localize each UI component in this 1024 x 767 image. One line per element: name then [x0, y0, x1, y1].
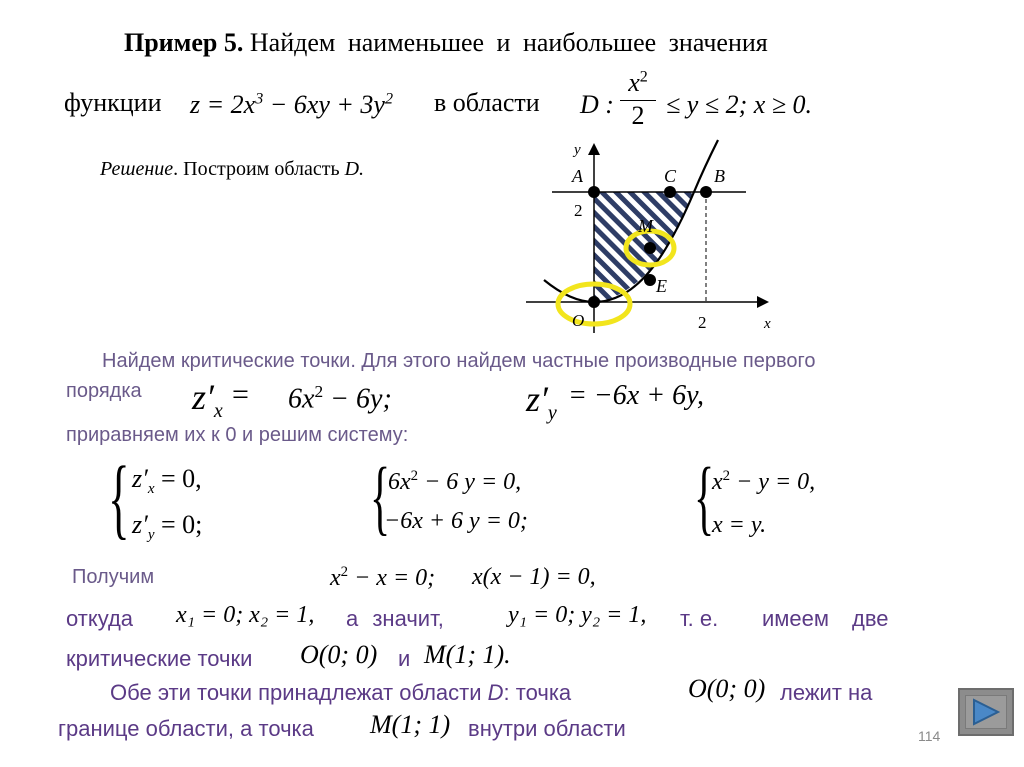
function-word: функции — [64, 88, 162, 117]
slide-title — [124, 28, 768, 58]
system3-brace: { — [694, 451, 715, 544]
region-graph — [516, 138, 786, 338]
label-M: M — [638, 216, 653, 236]
system3-line1: $x^2 - y = 0$, — [712, 468, 816, 495]
point-O — [588, 296, 600, 308]
x-tick-2: 2 — [698, 313, 707, 332]
have-word: имеем — [762, 606, 830, 631]
conclusion-point-M: M(1; 1) — [370, 710, 451, 739]
y-values: y₁ = 0; y₂ = 1, — [508, 602, 647, 628]
result-eq2: x(x − 1) = 0, — [472, 564, 596, 590]
title-text: Найдем наименьшее и наибольшее значения — [249, 28, 768, 57]
domain-fraction: $x^2$ 2 — [620, 68, 656, 131]
conclusion-inside: внутри области — [468, 716, 626, 741]
conclusion-line1: Обе эти точки принадлежат области D: точка — [110, 680, 572, 705]
point-A — [588, 186, 600, 198]
conclusion-point-O: O(0; 0) — [688, 674, 766, 703]
whence-word: откуда — [66, 606, 134, 631]
example-label: Пример 5. — [124, 28, 244, 57]
page-number: 114 — [918, 728, 941, 744]
point-M — [644, 242, 656, 254]
point-B — [700, 186, 712, 198]
and-so-word: а значит, — [346, 606, 444, 631]
play-arrow-icon — [970, 698, 1002, 726]
solution-line: Решение. Построим область D. — [100, 158, 365, 180]
system1-line2: $z'_y = 0$; — [132, 510, 203, 544]
function-formula: $z = 2x^3 - 6xy + 3y^2$ — [190, 90, 394, 119]
label-B: B — [714, 166, 725, 186]
conclusion-line2: границе области, а точка — [58, 716, 314, 741]
system2-line2: −6x + 6 y = 0; — [384, 508, 528, 534]
y-axis-label: y — [574, 142, 581, 158]
order-word: порядка — [66, 380, 142, 402]
origin-label: O — [572, 311, 585, 330]
zy-derivative: $z'_y$ — [526, 379, 557, 425]
zx-rhs: $6x^2 - 6y$; — [288, 382, 392, 415]
ie-word: т. е. — [680, 606, 719, 631]
zy-rhs: = −6x + 6y, — [568, 380, 704, 411]
label-E: E — [656, 276, 667, 296]
conclusion-lies-on: лежит на — [780, 680, 873, 705]
crit-points-text: критические точки — [66, 646, 253, 671]
and-word: и — [398, 646, 411, 671]
system1-line1: $z'_x = 0$, — [132, 464, 202, 498]
point-M-coords: M(1; 1). — [424, 640, 511, 669]
y-tick-2: 2 — [574, 201, 583, 220]
point-E — [644, 274, 656, 286]
label-C: C — [664, 166, 677, 186]
next-slide-button[interactable] — [958, 688, 1014, 736]
zx-equals: = — [232, 378, 249, 411]
result-eq1: $x^2 - x = 0$; — [330, 564, 436, 591]
zx-derivative: $z'_x$ — [192, 377, 223, 423]
two-word: две — [852, 606, 889, 631]
label-A: A — [572, 166, 583, 186]
point-O-coords: O(0; 0) — [300, 640, 378, 669]
system2-line1: $6x^2 - 6$ y = 0, — [388, 468, 522, 495]
function-line — [64, 88, 162, 118]
point-C — [664, 186, 676, 198]
system3-line2: x = y. — [712, 512, 767, 538]
critical-intro: Найдем критические точки. Для этого найдем частные производные первого — [102, 350, 816, 372]
equate-line: приравняем их к 0 и решим систему: — [66, 424, 409, 446]
in-region-text: в области — [434, 88, 540, 117]
solution-label: Решение — [100, 158, 174, 180]
system1-brace: { — [108, 449, 130, 548]
x-axis-label: x — [764, 316, 771, 332]
got-word: Получим — [72, 566, 155, 588]
system2-brace: { — [370, 451, 391, 544]
x-values: x₁ = 0; x₂ = 1, — [176, 602, 315, 628]
